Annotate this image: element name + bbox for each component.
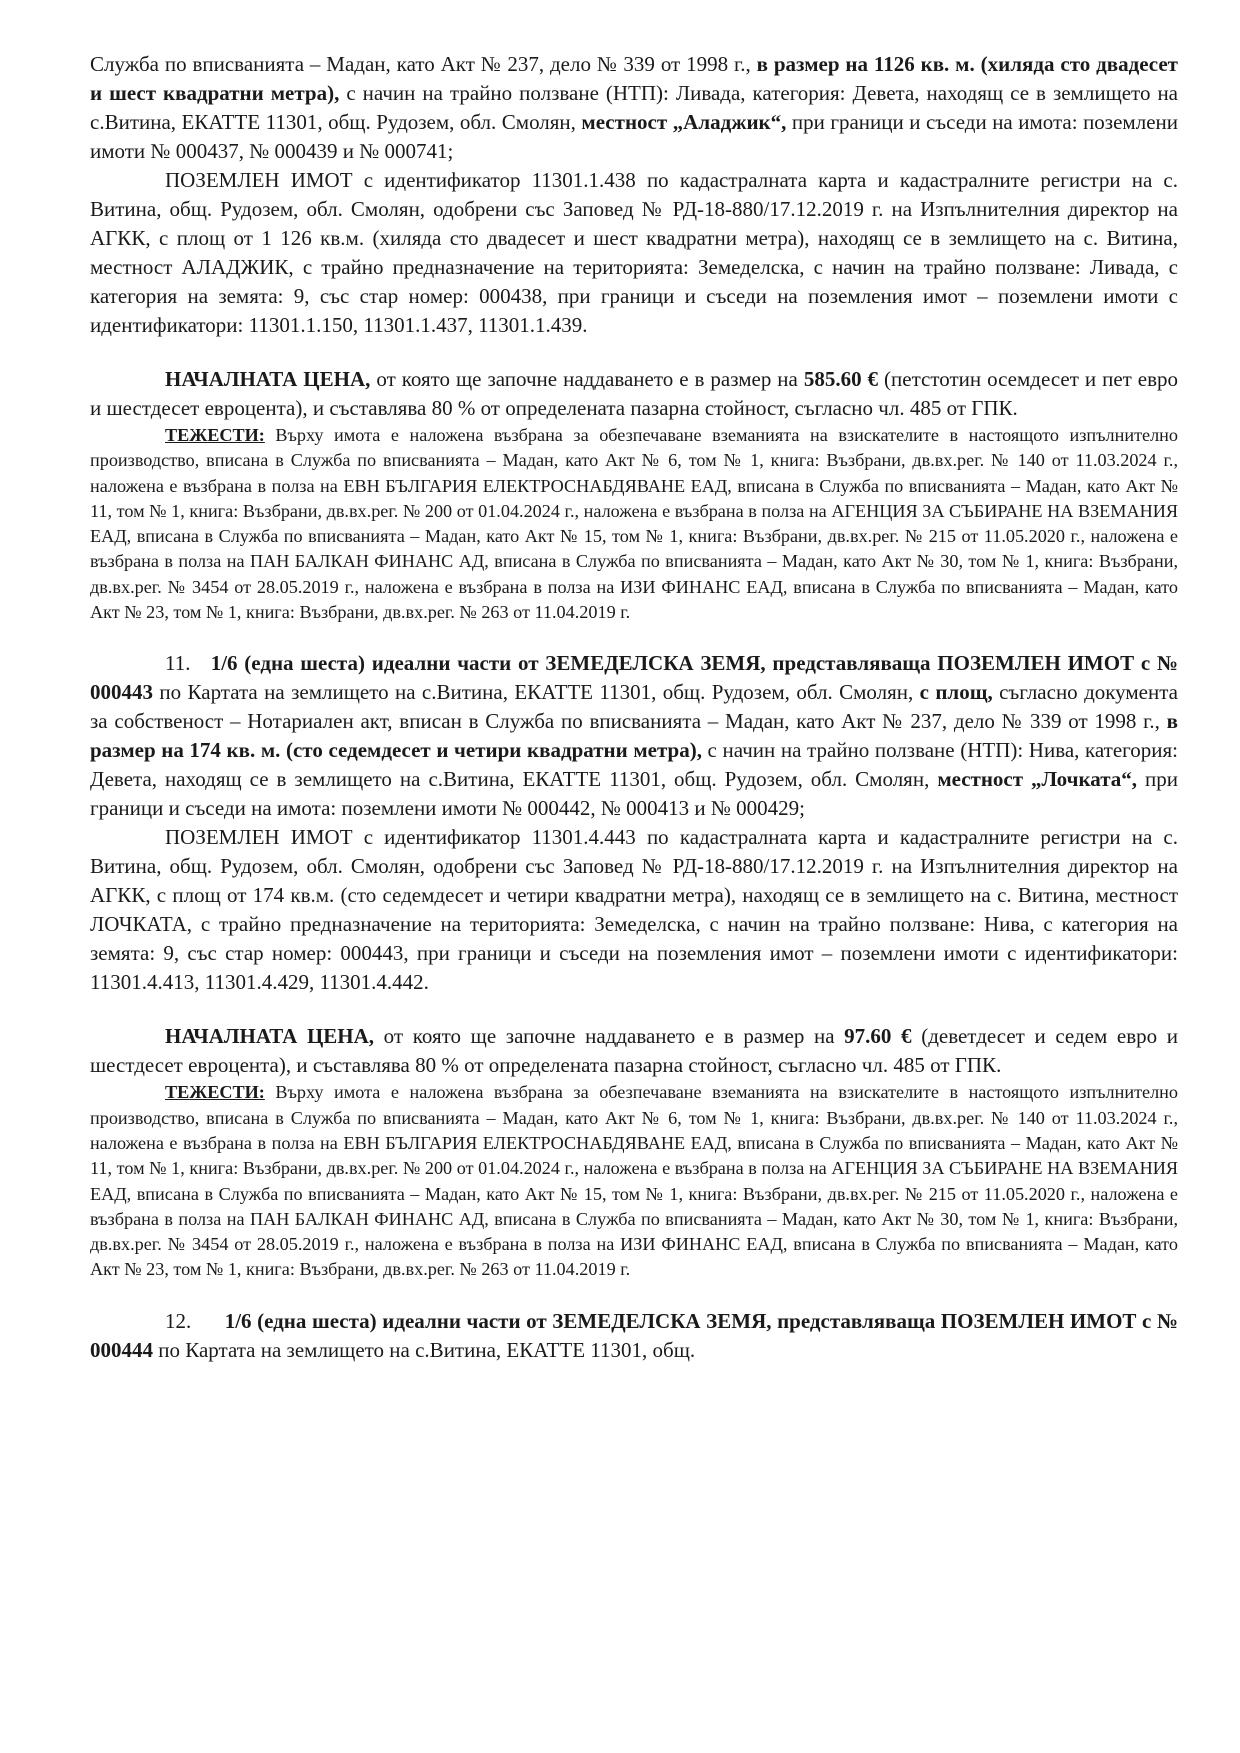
item-number: 12. bbox=[165, 1308, 192, 1333]
encumbrances-paragraph: ТЕЖЕСТИ: Върху имота е наложена възбрана за обезпечаване вземанията на взискателите в настоящото изпълнително производство, вписана в Служба по вписванията – Мадан, като Акт № 6, том № 1, книга: Възбрани, дв.вх.рег. № 140 от 11.03.2024 г., наложена е възбрана в полза на ЕВН БЪЛГАРИЯ ЕЛЕКТРОСНАБДЯВАНЕ ЕАД, вписана в Служба по вписванията – Мадан, като Акт № 11, том № 1, книга: Възбрани, дв.вх.рег. № 200 от 01.04.2024 г., наложена е възбрана в полза на АГЕНЦИЯ ЗА СЪБИРАНЕ НА ВЗЕМАНИЯ ЕАД, вписана в Служба по вписванията – Мадан, като Акт № 15, том № 1, книга: Възбрани, дв.вх.рег. № 215 от 11.05.2020 г., наложена е възбрана в полза на ПАН БАЛКАН ФИНАНС АД, вписана в Служба по вписванията – Мадан, като Акт № 30, том № 1, книга: Възбрани, дв.вх.рег. № 3454 от 28.05.2019 г., наложена е възбрана в полза на ИЗИ ФИНАНС ЕАД, вписана в Служба по вписванията – Мадан, като Акт № 23, том № 1, книга: Възбрани, дв.вх.рег. № 263 от 11.04.2019 г. bbox=[90, 425, 1178, 623]
starting-price-paragraph: НАЧАЛНАТА ЦЕНА, от която ще започне наддаването е в размер на 97.60 € (деветдесет и седем евро и шестдесет евроцента), и съставлява 80 % от определената пазарна стойност, съгласно чл. 485 от ГПК. bbox=[90, 1024, 1178, 1078]
starting-price-paragraph: НАЧАЛНАТА ЦЕНА, от която ще започне наддаването е в размер на 585.60 € (петстотин осемдесет и пет евро и шестдесет евроцента), и съставлява 80 % от определената пазарна стойност, съгласно чл. 485 от ГПК. bbox=[90, 367, 1179, 420]
item-number: 11. bbox=[165, 651, 191, 676]
encumbrances-paragraph: ТЕЖЕСТИ: Върху имота е наложена възбрана за обезпечаване вземанията на взискателите в настоящото изпълнително производство, вписана в Служба по вписванията – Мадан, като Акт № 6, том № 1, книга: Възбрани, дв.вх.рег. № 140 от 11.03.2024 г., наложена е възбрана в полза на ЕВН БЪЛГАРИЯ ЕЛЕКТРОСНАБДЯВАНЕ ЕАД, вписана в Служба по вписванията – Мадан, като Акт № 11, том № 1, книга: Възбрани, дв.вх.рег. № 200 от 01.04.2024 г., наложена е възбрана в полза на АГЕНЦИЯ ЗА СЪБИРАНЕ НА ВЗЕМАНИЯ ЕАД, вписана в Служба по вписванията – Мадан, като Акт № 15, том № 1, книга: Възбрани, дв.вх.рег. № 215 от 11.05.2020 г., наложена е възбрана в полза на ПАН БАЛКАН ФИНАНС АД, вписана в Служба по вписванията – Мадан, като Акт № 30, том № 1, книга: Възбрани, дв.вх.рег. № 3454 от 28.05.2019 г., наложена е възбрана в полза на ИЗИ ФИНАНС ЕАД, вписана в Служба по вписванията – Мадан, като Акт № 23, том № 1, книга: Възбрани, дв.вх.рег. № 263 от 11.04.2019 г. bbox=[90, 1082, 1178, 1280]
cadastral-property-description: ПОЗЕМЛЕН ИМОТ с идентификатор 11301.1.438 по кадастралната карта и кадастралните регистри на с. Витина, общ. Рудозем, обл. Смолян, одобрени със Заповед № РД-18-880/17.12.2019 г. на Изпълнителния директор на АГКК, с площ от 1 126 кв.м. (хиляда сто двадесет и шест квадратни метра), находящ се в землището на с. Витина, местност АЛАДЖИК, с трайно предназначение на територията: Земеделска, с начин на трайно ползване: Ливада, с категория на земята: 9, със стар номер: 000438, при граници и съседи на поземления имот – поземлени имоти с идентификатори: 11301.1.150, 11301.1.437, 11301.1.439. bbox=[90, 168, 1178, 337]
item-11-paragraph: 11. 1/6 (една шеста) идеални части от ЗЕМЕДЕЛСКА ЗЕМЯ, представляваща ПОЗЕМЛЕН ИМОТ с № 000443 по Картата на землището на с.Витина, ЕКАТТЕ 11301, общ. Рудозем, обл. Смолян, с площ, съгласно документа за собственост – Нотариален акт, вписан в Служба по вписванията – Мадан, като Акт № 237, дело № 339 от 1998 г., в размер на 174 кв. м. (сто седемдесет и четири квадратни метра), с начин на трайно ползване (НТП): Нива, категория: Девета, находящ се в землището на с.Витина, ЕКАТТЕ 11301, общ. Рудозем, обл. Смолян, местност „Лочката“, при граници и съседи на имота: поземлени имоти № 000442, № 000413 и № 000429; bbox=[90, 651, 1178, 821]
item-12-paragraph: 12. 1/6 (една шеста) идеални части от ЗЕМЕДЕЛСКА ЗЕМЯ, представляваща ПОЗЕМЛЕН ИМОТ с № 000444 по Картата на землището на с.Витина, ЕКАТТЕ 11301, общ. bbox=[90, 1308, 1178, 1362]
cadastral-property-description: ПОЗЕМЛЕН ИМОТ с идентификатор 11301.4.443 по кадастралната карта и кадастралните регистри на с. Витина, общ. Рудозем, обл. Смолян, одобрени със Заповед № РД-18-880/17.12.2019 г. на Изпълнителния директор на АГКК, с площ от 174 кв.м. (сто седемдесет и четири квадратни метра), находящ се в землището на с. Витина, местност ЛОЧКАТА, с трайно предназначение на територията: Земеделска, с начин на трайно ползване: Нива, с категория на земята: 9, със стар номер: 000443, при граници и съседи на поземления имот – поземлени имоти с идентификатори: 11301.4.413, 11301.4.429, 11301.4.442. bbox=[90, 825, 1178, 995]
property-description-continued: Служба по вписванията – Мадан, като Акт № 237, дело № 339 от 1998 г., в размер на 1126 кв. м. (хиляда сто двадесет и шест квадратни метра), с начин на трайно ползване (НТП): Ливада, категория: Девета, находящ се в землището на с.Витина, ЕКАТТЕ 11301, общ. Рудозем, обл. Смолян, местност „Аладжик“, при граници и съседи на имота: поземлени имоти № 000437, № 000439 и № 000741; bbox=[90, 52, 1179, 163]
